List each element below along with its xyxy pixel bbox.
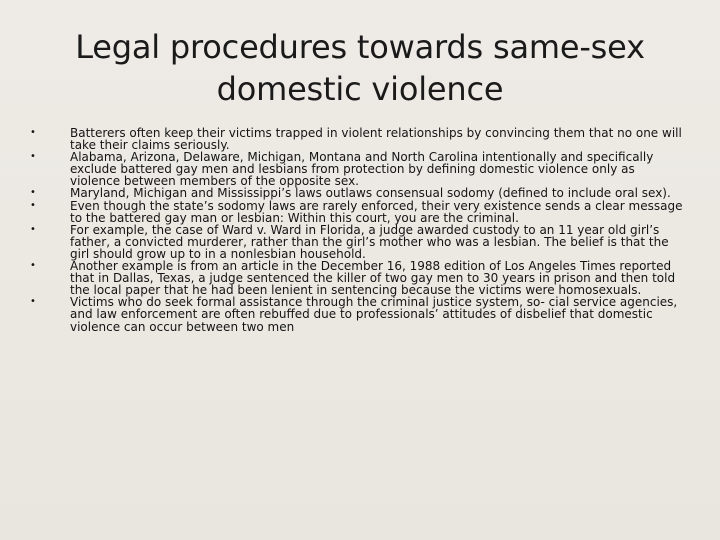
bullet-text: For example, the case of Ward v. Ward in Florida, a judge awarded custody to an 11 year old girl’s father, a convicted murderer, rather than the girl’s mother who was a lesbian. The belief is that the girl should grow up to in a nonlesbian household. <box>70 222 669 261</box>
bullet-text: Even though the state’s sodomy laws are rarely enforced, their very existence sends a clear message to the battered gay man or lesbian: Within this court, you are the criminal. <box>70 198 683 225</box>
bullet-text: Victims who do seek formal assistance through the criminal justice system, so- cial service agencies, and law enforcement are often rebuffed due to professionals’ attitudes of disbelief that domestic violence can occur between two men <box>70 295 678 334</box>
bullet-text: Alabama, Arizona, Delaware, Michigan, Montana and North Carolina intentionally and specifically exclude battered gay men and lesbians from protection by defining domestic violence only as violence between members of the opposite sex. <box>70 150 654 189</box>
bullet-text: Maryland, Michigan and Mississippi’s laws outlaws consensual sodomy (defined to include oral sex). <box>70 186 671 201</box>
bullet-dot-icon: • <box>30 223 36 235</box>
bullet-list <box>28 127 688 333</box>
bullet-dot-icon: • <box>30 151 36 163</box>
bullet-item-4 <box>28 200 688 224</box>
bullet-item-7 <box>28 296 688 332</box>
bullet-text: Another example is from an article in the December 16, 1988 edition of Los Angeles Times reported that in Dallas, Texas, a judge sentenced the killer of two gay men to 30 years in prison and then told the local paper that he had been lenient in sentencing because the victims were homosexuals. <box>70 259 676 298</box>
bullet-dot-icon: • <box>30 187 36 199</box>
slide-title: Legal procedures towards same-sex domestic violence <box>75 28 645 108</box>
bullet-dot-icon: • <box>30 260 36 272</box>
bullet-text: Batterers often keep their victims trapped in violent relationships by convincing them that no one will take their claims seriously. <box>70 126 682 153</box>
bullet-item-2 <box>28 151 688 187</box>
bullet-item-6 <box>28 260 688 296</box>
bullet-item-5 <box>28 224 688 260</box>
bullet-dot-icon: • <box>30 199 36 211</box>
bullet-dot-icon: • <box>30 296 36 308</box>
bullet-item-3 <box>28 187 688 199</box>
bullet-dot-icon: • <box>30 127 36 138</box>
bullet-item-1 <box>28 127 688 151</box>
